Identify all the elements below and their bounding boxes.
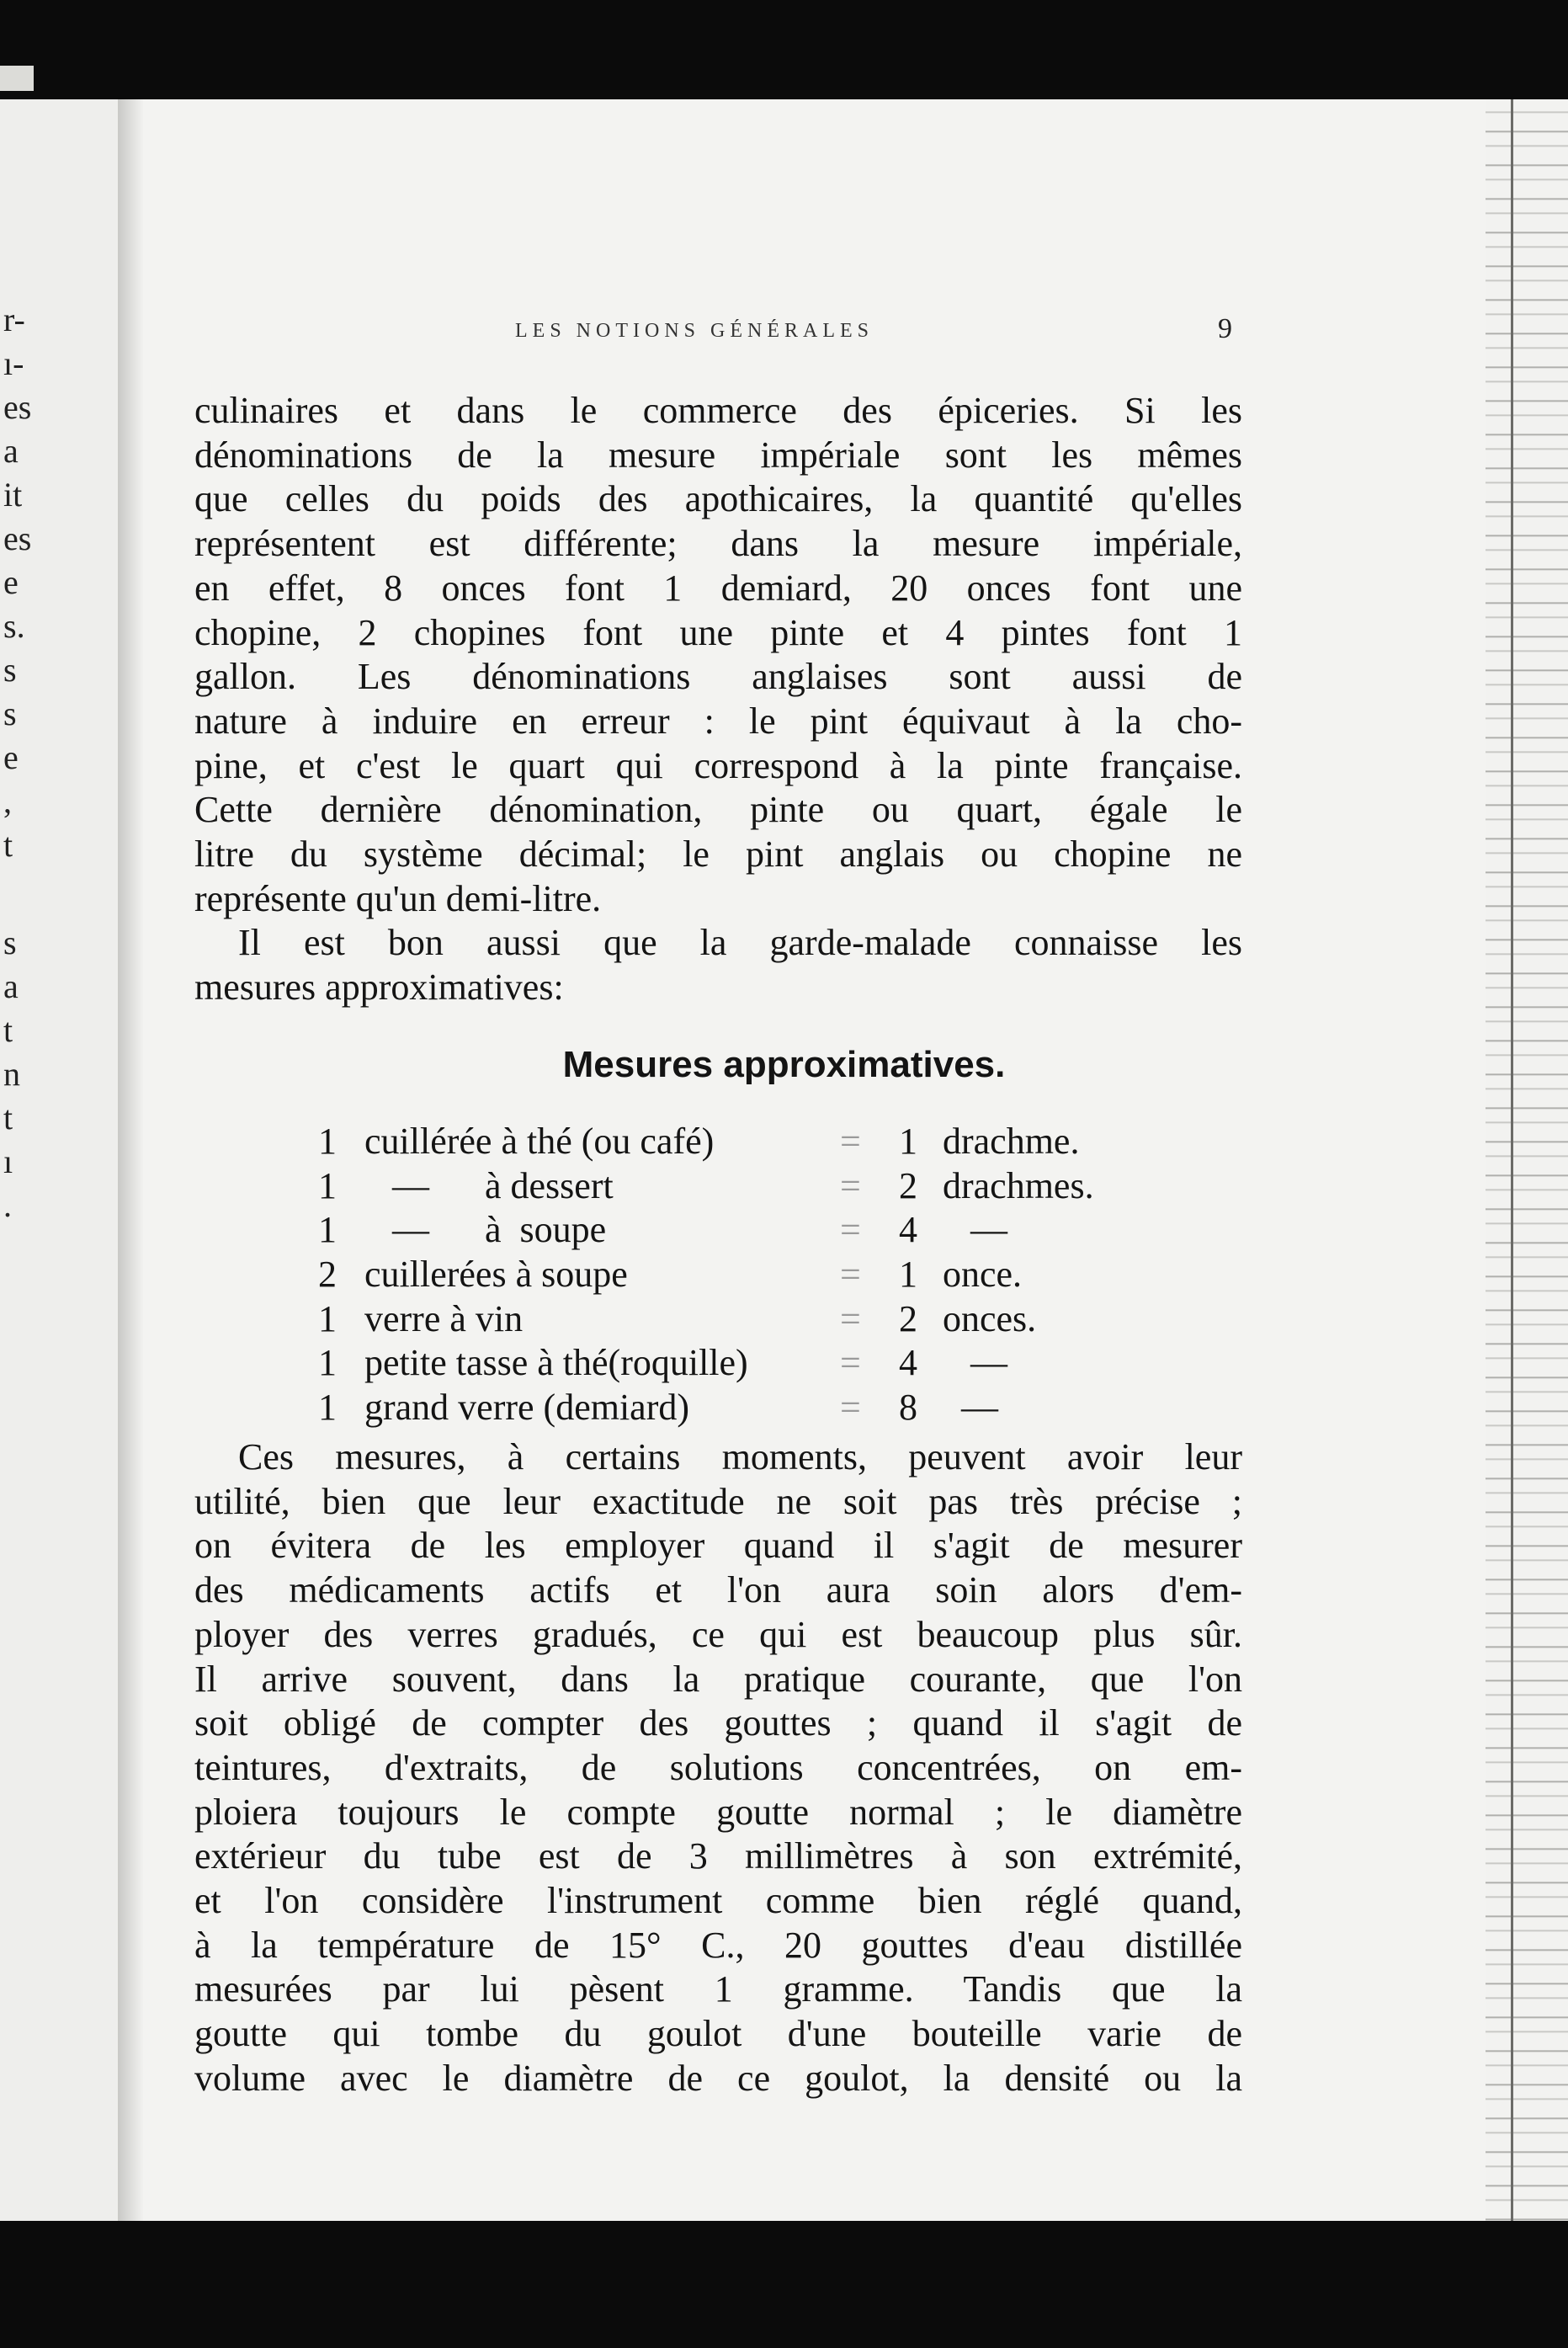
previous-page-letter: s [3, 651, 17, 689]
text-line: représente qu'un demi-litre. [194, 877, 602, 919]
text-line: à la température de 15° C., 20 gouttes d'eau distillée [194, 1924, 1242, 1966]
text-line: utilité, bien que leur exactitude ne soit pas très précise ; [194, 1480, 1242, 1522]
previous-page-letter: it [3, 476, 23, 514]
measure-eq: = [840, 1297, 861, 1339]
previous-page-letter: e [3, 563, 19, 601]
text-line: chopine, 2 chopines font une pinte et 4 pintes font 1 [194, 611, 1242, 653]
table-title: Mesures approximatives. [562, 1044, 1006, 1085]
text-line: nature à induire en erreur : le pint équivaut à la cho- [194, 700, 1242, 742]
measure-qty: 4 [899, 1209, 917, 1251]
scan-corner-mark [0, 66, 34, 91]
previous-page-letter: es [3, 519, 32, 557]
previous-page-letter: e [3, 738, 19, 776]
measure-desc: — à soupe [364, 1209, 607, 1251]
measure-row [318, 1341, 1177, 1386]
text-line: représentent est différente; dans la mesure impériale, [194, 523, 1242, 565]
measure-desc: — à dessert [364, 1164, 614, 1206]
measure-unit: — [943, 1387, 998, 1429]
measure-row [318, 1253, 1177, 1297]
previous-page-letter: a [3, 432, 19, 470]
page-edge-strip [1486, 99, 1568, 2221]
paragraph-1 [194, 389, 1242, 1010]
measure-unit: drachme. [943, 1121, 1080, 1162]
measure-row [318, 1297, 1177, 1342]
measure-eq: = [840, 1387, 861, 1429]
page-number: 9 [1218, 313, 1232, 344]
measure-qty: 4 [899, 1342, 917, 1384]
text-line: des médicaments actifs et l'on aura soin alors d'em- [194, 1569, 1242, 1611]
previous-page-letter: ı [3, 1142, 13, 1180]
measure-qty: 2 [899, 1297, 917, 1339]
measure-unit: drachmes. [943, 1164, 1094, 1206]
measure-num: 1 [318, 1297, 337, 1339]
measure-unit: — [943, 1342, 1007, 1384]
paragraph-3 [194, 1435, 1242, 2101]
text-line: ployer des verres gradués, ce qui est beaucoup plus sûr. [194, 1613, 1242, 1655]
measure-num: 1 [318, 1164, 337, 1206]
measure-unit: — [943, 1209, 1007, 1251]
text-line: Ces mesures, à certains moments, peuvent avoir leur [238, 1436, 1242, 1477]
text-line: et l'on considère l'instrument comme bien réglé quand, [194, 1880, 1242, 1922]
measure-qty: 1 [899, 1121, 917, 1162]
page-edge-line [1511, 99, 1513, 2221]
measure-row [318, 1208, 1177, 1253]
text-line: dénominations de la mesure impériale sont les mêmes [194, 434, 1242, 476]
measure-eq: = [840, 1254, 861, 1296]
book-gutter [118, 99, 143, 2221]
previous-page-letter: ı- [3, 344, 24, 382]
measure-row [318, 1120, 1177, 1164]
measure-num: 1 [318, 1342, 337, 1384]
text-line: que celles du poids des apothicaires, la quantité qu'elles [194, 478, 1242, 520]
text-line: goutte qui tombe du goulot d'une bouteille varie de [194, 2013, 1242, 2055]
text-line: culinaires et dans le commerce des épiceries. Si les [194, 390, 1242, 431]
measure-row [318, 1386, 1177, 1430]
text-line: volume avec le diamètre de ce goulot, la densité ou la [194, 2057, 1242, 2099]
previous-page-letter: n [3, 1055, 20, 1093]
text-line: gallon. Les dénominations anglaises sont aussi de [194, 656, 1242, 698]
measure-unit: once. [943, 1254, 1023, 1296]
measure-desc: cuillérée à thé (ou café) [364, 1121, 715, 1162]
measure-qty: 2 [899, 1164, 917, 1206]
running-title: LES NOTIONS GÉNÉRALES [515, 320, 874, 342]
measure-num: 1 [318, 1121, 337, 1162]
measure-eq: = [840, 1209, 861, 1251]
text-line: Il arrive souvent, dans la pratique courante, que l'on [194, 1658, 1242, 1700]
text-line: en effet, 8 onces font 1 demiard, 20 onces font une [194, 567, 1242, 609]
text-line: litre du système décimal; le pint anglais ou chopine ne [194, 833, 1242, 876]
measure-qty: 8 [899, 1387, 917, 1429]
previous-page-letter: t [3, 826, 13, 864]
previous-page-letter: s [3, 695, 17, 732]
previous-page-letter: s. [3, 607, 25, 645]
measure-unit: onces. [943, 1297, 1037, 1339]
measure-eq: = [840, 1121, 861, 1162]
text-line: on évitera de les employer quand il s'agit de mesurer [194, 1525, 1242, 1567]
text-line: soit obligé de compter des gouttes ; quand il s'agit de [194, 1702, 1242, 1744]
text-line: ploiera toujours le compte goutte normal ; le diamètre [194, 1791, 1242, 1833]
previous-page-letter: a [3, 967, 19, 1005]
text-line: mesurées par lui pèsent 1 gramme. Tandis que la [194, 1968, 1242, 2010]
previous-page-letter: . [3, 1186, 12, 1224]
measure-num: 1 [318, 1209, 337, 1251]
measure-num: 2 [318, 1254, 337, 1296]
previous-page-letter: s [3, 924, 17, 961]
text-line: extérieur du tube est de 3 millimètres à son extrémité, [194, 1835, 1242, 1877]
measure-desc: verre à vin [364, 1297, 524, 1339]
previous-page-letter: r- [3, 301, 25, 338]
measure-eq: = [840, 1342, 861, 1384]
measure-eq: = [840, 1164, 861, 1206]
measure-num: 1 [318, 1387, 337, 1429]
text-line: mesures approximatives: [194, 966, 564, 1009]
text-line: Il est bon aussi que la garde-malade connaisse les [238, 922, 1242, 964]
measure-desc: petite tasse à thé(roquille) [364, 1342, 748, 1384]
text-line: Cette dernière dénomination, pinte ou quart, égale le [194, 789, 1242, 831]
previous-page-letter: es [3, 388, 32, 426]
measure-desc: grand verre (demiard) [364, 1387, 690, 1429]
measures-table [318, 1120, 1177, 1430]
previous-page-edge [0, 99, 118, 2221]
previous-page-letter: , [3, 782, 12, 820]
text-line: pine, et c'est le quart qui correspond à la pinte française. [194, 744, 1242, 786]
previous-page-letter: t [3, 1099, 13, 1137]
measure-qty: 1 [899, 1254, 917, 1296]
measure-row [318, 1164, 1177, 1209]
text-line: teintures, d'extraits, de solutions concentrées, on em- [194, 1746, 1242, 1788]
previous-page-letter: t [3, 1011, 13, 1049]
measure-desc: cuillerées à soupe [364, 1254, 628, 1296]
